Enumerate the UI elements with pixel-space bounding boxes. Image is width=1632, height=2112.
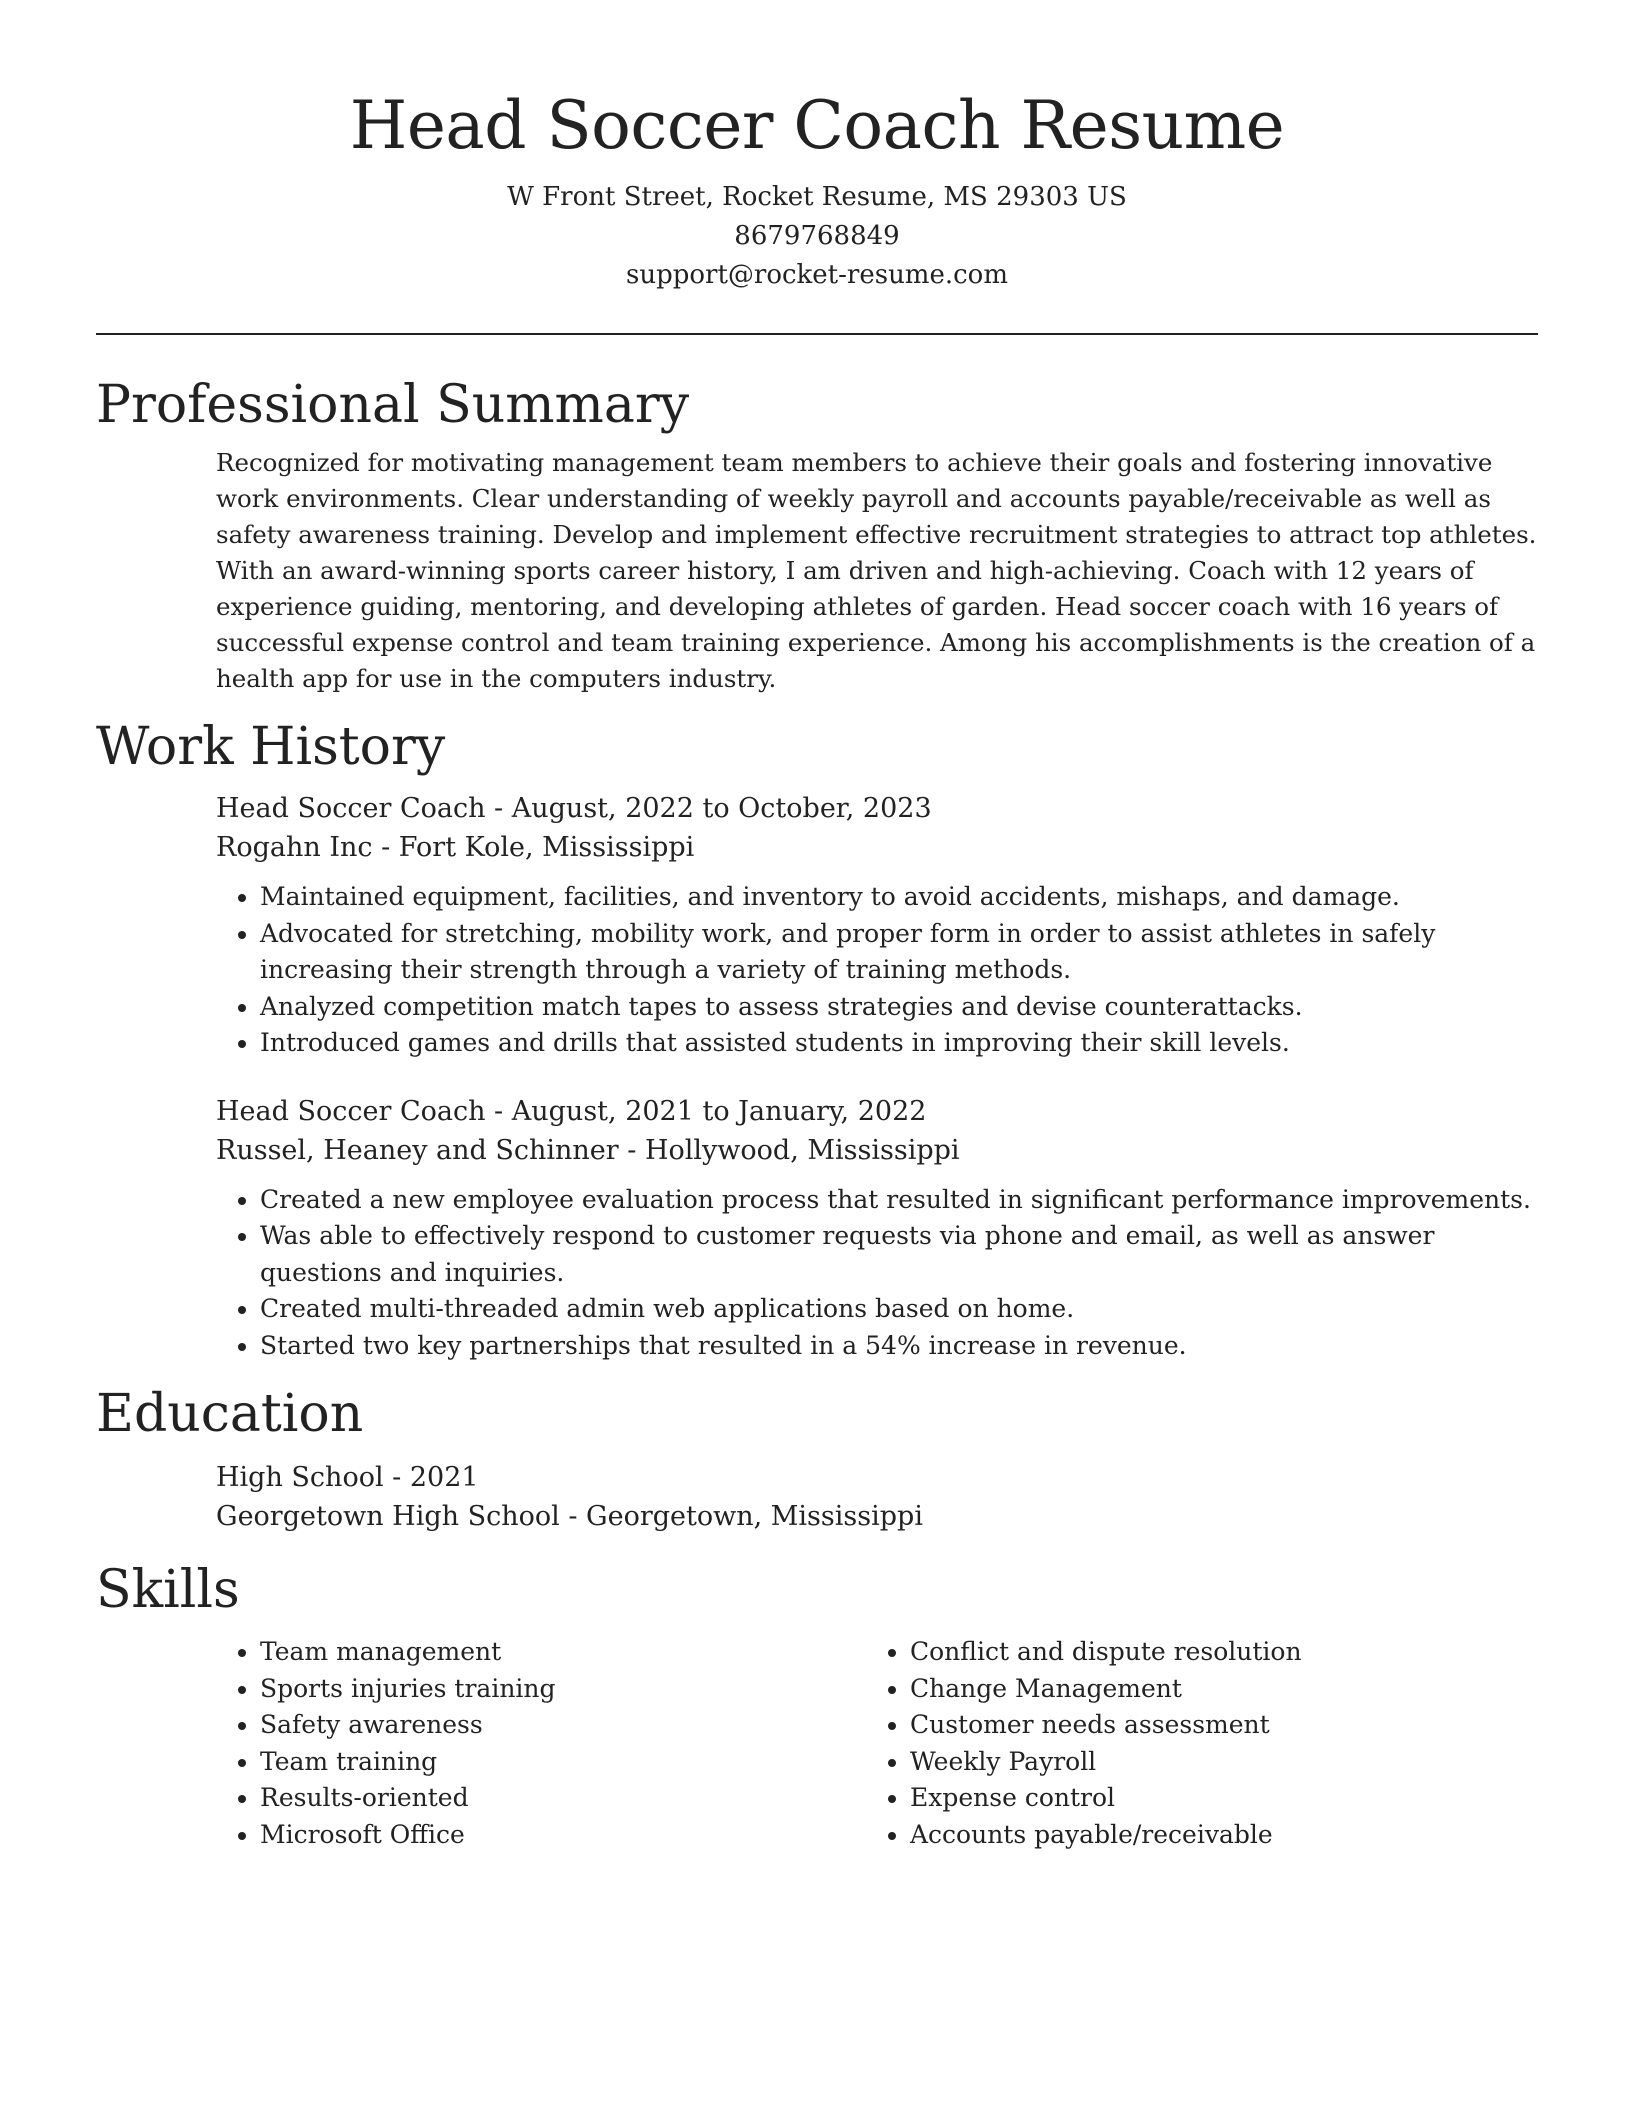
education-heading: Education: [96, 1384, 364, 1444]
job-bullet: • Analyzed competition match tapes to assess strategies and devise counterattacks.: [260, 989, 1538, 1026]
skills-grid: [216, 1634, 1538, 1853]
resume-page: [96, 0, 1538, 1853]
summary-section: [96, 373, 1538, 697]
skills-column-right: [866, 1634, 1516, 1853]
education-degree-line: High School - 2021: [216, 1462, 479, 1493]
skill-item: • Change Management: [910, 1671, 1516, 1708]
skills-column-left: [216, 1634, 866, 1853]
summary-body: [216, 445, 1538, 697]
skill-item: • Expense control: [910, 1780, 1516, 1817]
summary-text: Recognized for motivating management team members to achieve their goals and fostering innovative work environments. Clear understanding of weekly payroll and accounts payable/receivable as well as safety awareness training. Develop and implement effective recruitment strategies to attract top athletes. With an award-winning sports career history, I am driven and high-achieving. Coach with 12 years of experience guiding, mentoring, and developing athletes of garden. Head soccer coach with 16 years of successful expense control and team training experience. Among his accomplishments is the creation of a health app for use in the computers industry.: [216, 448, 1537, 693]
skills-list: [216, 1634, 866, 1853]
job-entry: [216, 789, 1538, 1062]
work-heading: Work History: [96, 717, 446, 777]
job-bullet: • Introduced games and drills that assisted students in improving their skill levels.: [260, 1025, 1538, 1062]
contact-block: [96, 178, 1538, 295]
job-entry: [216, 1092, 1538, 1365]
job-bullet: • Created multi-threaded admin web applications based on home.: [260, 1291, 1538, 1328]
job-bullets: [216, 879, 1538, 1062]
phone: 8679768849: [734, 221, 900, 251]
education-entry: [216, 1458, 1538, 1536]
job-bullet: • Started two key partnerships that resulted in a 54% increase in revenue.: [260, 1328, 1538, 1365]
resume-title: Head Soccer Coach Resume: [349, 87, 1285, 164]
education-section: [96, 1382, 1538, 1536]
skill-item: • Team training: [260, 1744, 866, 1781]
email: support@rocket-resume.com: [625, 260, 1008, 290]
skill-item: • Results-oriented: [260, 1780, 866, 1817]
job-bullets: [216, 1182, 1538, 1365]
address: W Front Street, Rocket Resume, MS 29303 US: [507, 182, 1127, 212]
skills-section: [96, 1558, 1538, 1853]
job-role-line: Head Soccer Coach - August, 2021 to January, 2022: [216, 1095, 927, 1127]
summary-heading: Professional Summary: [96, 375, 690, 435]
skill-item: • Microsoft Office: [260, 1817, 866, 1854]
skill-item: • Accounts payable/receivable: [910, 1817, 1516, 1854]
job-bullet: • Was able to effectively respond to customer requests via phone and email, as well as answer questions and inquiries.: [260, 1218, 1538, 1291]
skill-item: • Conflict and dispute resolution: [910, 1634, 1516, 1671]
job-company-line: Rogahn Inc - Fort Kole, Mississippi: [216, 832, 695, 863]
skills-heading: Skills: [96, 1560, 240, 1620]
skills-list: [866, 1634, 1516, 1853]
work-section: [96, 715, 1538, 1364]
skill-item: • Weekly Payroll: [910, 1744, 1516, 1781]
resume-header: [96, 0, 1538, 295]
job-bullet: • Created a new employee evaluation process that resulted in significant performance improvements.: [260, 1182, 1538, 1219]
skill-item: • Safety awareness: [260, 1707, 866, 1744]
job-role-line: Head Soccer Coach - August, 2022 to October, 2023: [216, 793, 932, 824]
job-bullet: • Maintained equipment, facilities, and inventory to avoid accidents, mishaps, and damage.: [260, 879, 1538, 916]
skill-item: • Sports injuries training: [260, 1671, 866, 1708]
education-school-line: Georgetown High School - Georgetown, Mississippi: [216, 1501, 923, 1532]
job-company-line: Russel, Heaney and Schinner - Hollywood, Mississippi: [216, 1134, 960, 1166]
job-bullet: • Advocated for stretching, mobility work, and proper form in order to assist athletes in safely increasing their strength through a variety of training methods.: [260, 916, 1538, 989]
skill-item: • Customer needs assessment: [910, 1707, 1516, 1744]
skill-item: • Team management: [260, 1634, 866, 1671]
header-divider: [96, 333, 1538, 335]
